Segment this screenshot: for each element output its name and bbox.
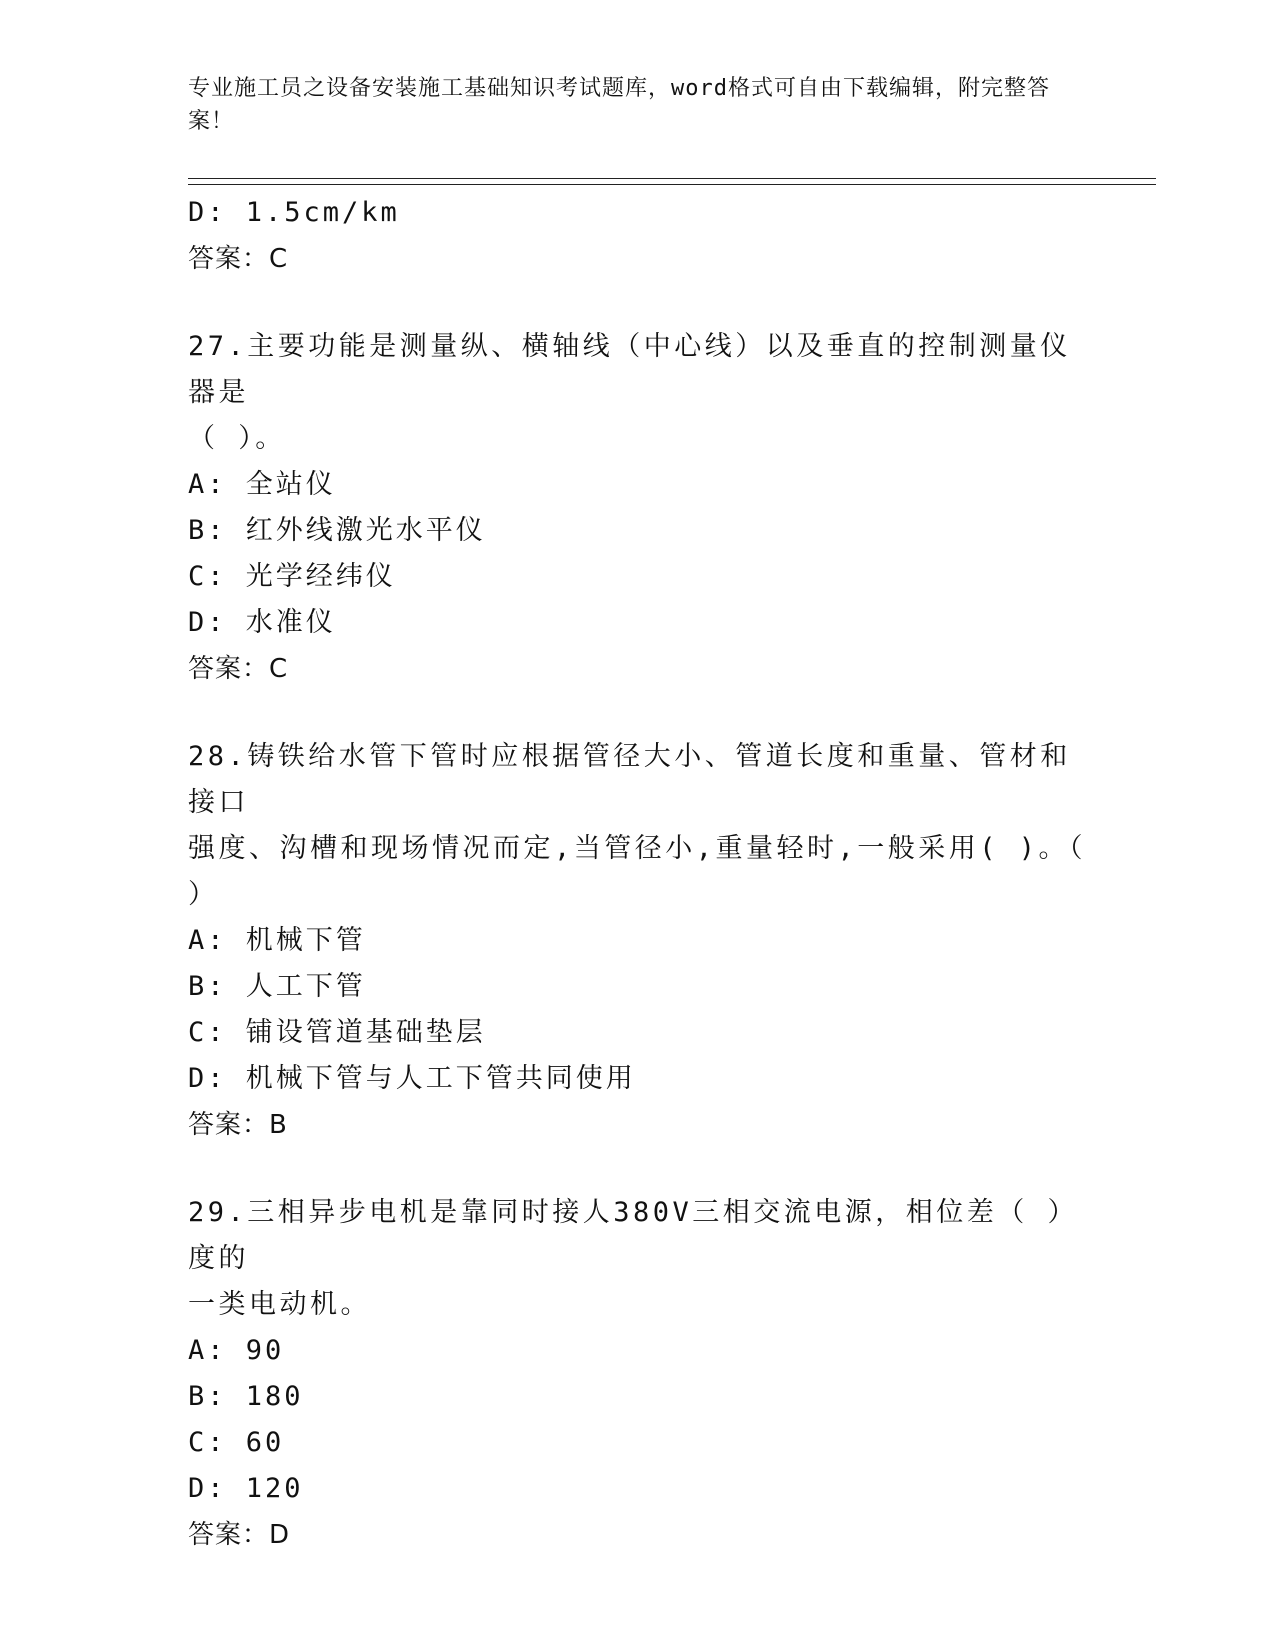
question-stem-line: 28.铸铁给水管下管时应根据管径大小、管道长度和重量、管材和接口 [188, 741, 1071, 818]
option-a: A: 90 [188, 1335, 285, 1366]
question-27 [188, 324, 1088, 692]
option-d: D: 水准仪 [188, 607, 336, 638]
option-c: C: 铺设管道基础垫层 [188, 1017, 486, 1048]
option-a: A: 机械下管 [188, 925, 366, 956]
answer-line: 答案：B [188, 1110, 288, 1140]
header-rule-bottom [188, 184, 1156, 185]
question-gap [188, 692, 1088, 734]
question-stem-line: 强度、沟槽和现场情况而定,当管径小,重量轻时,一般采用( )。（ [188, 833, 1087, 864]
question-gap [188, 1148, 1088, 1190]
answer-line: 答案：C [188, 654, 289, 684]
option-b: B: 红外线激光水平仪 [188, 515, 486, 546]
header-rule-top [188, 178, 1156, 179]
question-gap [188, 282, 1088, 324]
option-d: D: 120 [188, 1473, 304, 1504]
question-stem-line: 29.三相异步电机是靠同时接人380V三相交流电源，相位差（ ）度的 [188, 1197, 1079, 1274]
question-29 [188, 1190, 1088, 1558]
question-stem-line: 27.主要功能是测量纵、横轴线（中心线）以及垂直的控制测量仪器是 [188, 331, 1071, 408]
carryover-option-d: D: 1.5cm/km [188, 197, 400, 228]
answer-line: 答案：D [188, 1520, 291, 1550]
question-stem-line: ） [188, 879, 219, 910]
option-b: B: 180 [188, 1381, 304, 1412]
question-stem-line: 一类电动机。 [188, 1289, 371, 1320]
question-stem-line: （ ）。 [188, 423, 286, 454]
option-b: B: 人工下管 [188, 971, 366, 1002]
option-d: D: 机械下管与人工下管共同使用 [188, 1063, 636, 1094]
question-content [188, 190, 1088, 1558]
option-a: A: 全站仪 [188, 469, 336, 500]
carryover-answer: 答案：C [188, 244, 289, 274]
option-c: C: 60 [188, 1427, 285, 1458]
option-c: C: 光学经纬仪 [188, 561, 396, 592]
question-28 [188, 734, 1088, 1148]
document-header-title: 专业施工员之设备安装施工基础知识考试题库，word格式可自由下载编辑，附完整答案！ [188, 76, 1050, 134]
